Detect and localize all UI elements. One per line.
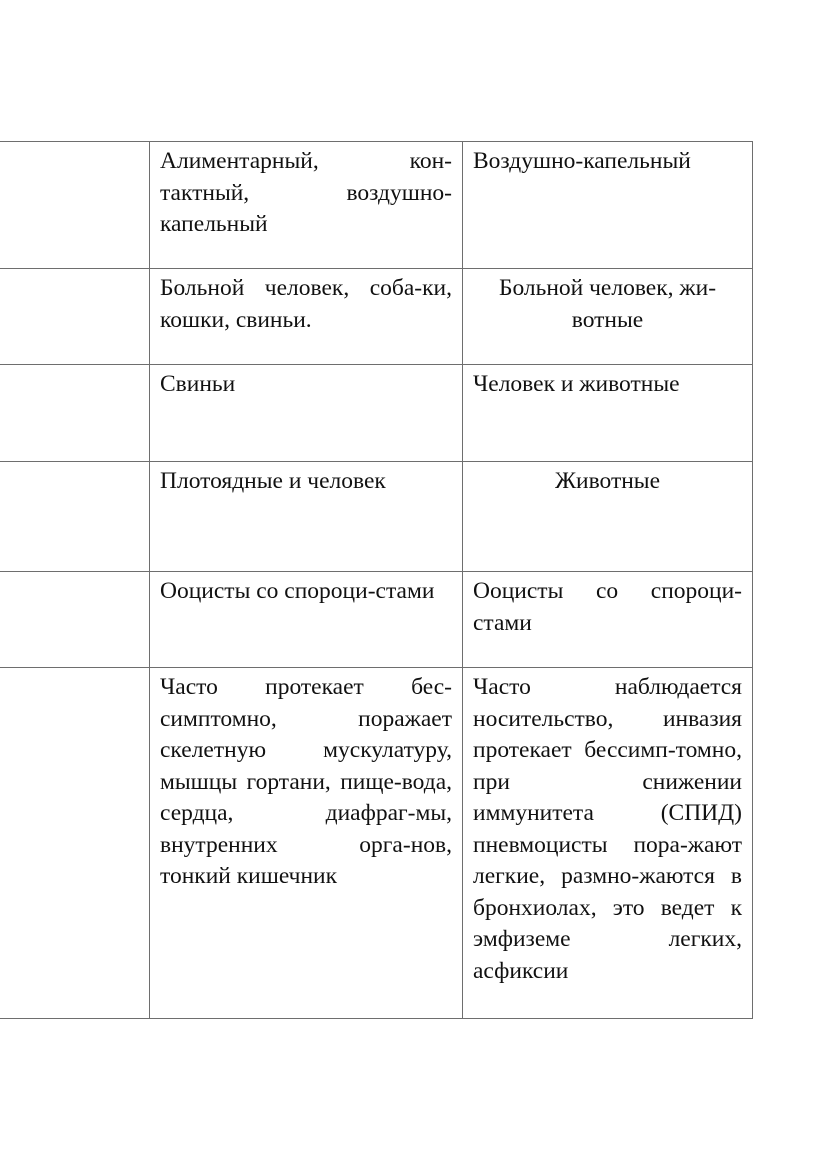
cell-text: Свиньи bbox=[160, 371, 236, 397]
table-row bbox=[0, 142, 753, 269]
table-cell bbox=[463, 572, 753, 668]
table-cell bbox=[150, 365, 463, 462]
cell-text: Человек и животные bbox=[473, 371, 680, 397]
table-cell bbox=[150, 668, 463, 1019]
table-cell bbox=[150, 142, 463, 269]
cell-text: Ооцисты со спороци-стами bbox=[160, 578, 435, 604]
table-row bbox=[0, 365, 753, 462]
cell-text: Животные bbox=[554, 468, 661, 494]
cell-text: Часто протекает бес-симптомно, поражает скелетную мускулатуру, мышцы гортани, пище-вода, сердца, диафраг-мы, внутренних орга-нов, тонкий кишечник bbox=[160, 674, 452, 889]
row-label-cell bbox=[0, 142, 150, 269]
row-label-cell bbox=[0, 365, 150, 462]
cell-text: Ооцисты со спороци-стами bbox=[473, 578, 742, 636]
table-cell bbox=[463, 142, 753, 269]
table-row bbox=[0, 668, 753, 1019]
table-cell bbox=[150, 462, 463, 572]
table-cell bbox=[463, 365, 753, 462]
table-row bbox=[0, 269, 753, 365]
cell-text: Алиментарный, кон-тактный, воздушно-капельный bbox=[160, 148, 452, 237]
row-label-cell bbox=[0, 269, 150, 365]
cell-text: Больной человек, соба-ки, кошки, свиньи. bbox=[160, 275, 452, 333]
table-cell bbox=[463, 269, 753, 365]
table-row bbox=[0, 462, 753, 572]
cell-text: Плотоядные и человек bbox=[160, 468, 386, 494]
row-label-cell bbox=[0, 668, 150, 1019]
table-cell bbox=[150, 572, 463, 668]
table-cell bbox=[463, 668, 753, 1019]
cell-text: Часто наблюдается носительство, инвазия протекает бессимп-томно, при снижении иммунитета (СПИД) пневмоцисты пора-жают легкие, размно-жаются в бронхиолах, это ведет к эмфиземе легких, асфиксии bbox=[473, 674, 742, 984]
row-label-cell bbox=[0, 462, 150, 572]
comparison-table bbox=[0, 141, 753, 1019]
cell-text: Больной человек, жи-вотные bbox=[498, 275, 717, 333]
table-cell bbox=[463, 462, 753, 572]
table-row bbox=[0, 572, 753, 668]
table-cell bbox=[150, 269, 463, 365]
row-label-cell bbox=[0, 572, 150, 668]
cell-text: Воздушно-капельный bbox=[473, 148, 691, 174]
